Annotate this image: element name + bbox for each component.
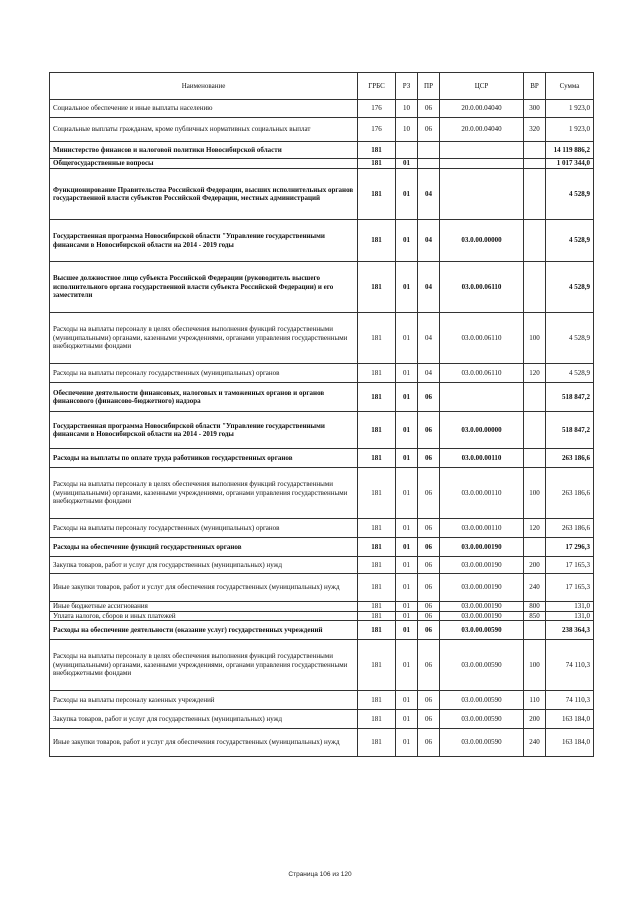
cell-csr bbox=[440, 142, 524, 159]
cell-vr: 300 bbox=[524, 100, 546, 118]
cell-name: Расходы на выплаты персоналу в целях обеспечения выполнения функций государственными (муниципальными) органами, казенными учреждениями, органами управления государственными внебюджетными фондами bbox=[50, 313, 358, 364]
cell-sum: 17 165,3 bbox=[546, 557, 594, 574]
header-csr: ЦСР bbox=[440, 73, 524, 100]
cell-csr: 03.0.00.00190 bbox=[440, 602, 524, 612]
cell-name: Расходы на обеспечение функций государственных органов bbox=[50, 538, 358, 557]
cell-sum: 263 186,6 bbox=[546, 468, 594, 519]
cell-vr: 800 bbox=[524, 602, 546, 612]
cell-pr: 06 bbox=[418, 691, 440, 710]
cell-sum: 17 165,3 bbox=[546, 574, 594, 602]
cell-rz: 01 bbox=[396, 538, 418, 557]
cell-grbs: 181 bbox=[358, 621, 396, 640]
cell-pr: 04 bbox=[418, 313, 440, 364]
cell-pr: 06 bbox=[418, 118, 440, 142]
cell-pr: 04 bbox=[418, 364, 440, 383]
cell-pr: 06 bbox=[418, 611, 440, 621]
cell-sum: 4 528,9 bbox=[546, 169, 594, 220]
cell-pr: 06 bbox=[418, 729, 440, 757]
cell-pr: 06 bbox=[418, 557, 440, 574]
cell-grbs: 181 bbox=[358, 412, 396, 449]
cell-rz: 01 bbox=[396, 611, 418, 621]
cell-pr: 04 bbox=[418, 169, 440, 220]
cell-name: Обеспечение деятельности финансовых, налоговых и таможенных органов и органов финансового (финансово-бюджетного) надзора bbox=[50, 383, 358, 412]
cell-rz: 01 bbox=[396, 557, 418, 574]
cell-sum: 1 923,0 bbox=[546, 118, 594, 142]
cell-vr: 320 bbox=[524, 118, 546, 142]
cell-csr bbox=[440, 159, 524, 169]
cell-name: Иные закупки товаров, работ и услуг для обеспечения государственных (муниципальных) нужд bbox=[50, 574, 358, 602]
cell-sum: 17 296,3 bbox=[546, 538, 594, 557]
cell-name: Закупка товаров, работ и услуг для государственных (муниципальных) нужд bbox=[50, 557, 358, 574]
cell-vr: 240 bbox=[524, 574, 546, 602]
budget-table-container bbox=[49, 72, 593, 757]
cell-vr bbox=[524, 142, 546, 159]
header-name: Наименование bbox=[50, 73, 358, 100]
cell-name: Расходы на выплаты персоналу государственных (муниципальных) органов bbox=[50, 364, 358, 383]
table-row bbox=[50, 621, 594, 640]
cell-name: Иные бюджетные ассигнования bbox=[50, 602, 358, 612]
cell-rz: 01 bbox=[396, 640, 418, 691]
cell-name: Общегосударственные вопросы bbox=[50, 159, 358, 169]
cell-grbs: 181 bbox=[358, 468, 396, 519]
cell-name: Министерство финансов и налоговой политики Новосибирской области bbox=[50, 142, 358, 159]
cell-csr bbox=[440, 383, 524, 412]
cell-sum: 4 528,9 bbox=[546, 262, 594, 313]
cell-vr bbox=[524, 220, 546, 262]
cell-vr: 100 bbox=[524, 468, 546, 519]
table-header-row bbox=[50, 73, 594, 100]
cell-csr: 03.0.00.00190 bbox=[440, 574, 524, 602]
cell-vr: 120 bbox=[524, 364, 546, 383]
table-row bbox=[50, 640, 594, 691]
cell-rz: 01 bbox=[396, 262, 418, 313]
cell-csr: 03.0.00.06110 bbox=[440, 313, 524, 364]
header-rz: РЗ bbox=[396, 73, 418, 100]
cell-csr: 03.0.00.00000 bbox=[440, 220, 524, 262]
page-footer: Страница 106 из 120 bbox=[288, 871, 352, 878]
cell-pr: 06 bbox=[418, 383, 440, 412]
cell-vr bbox=[524, 159, 546, 169]
cell-grbs: 181 bbox=[358, 383, 396, 412]
cell-pr: 06 bbox=[418, 621, 440, 640]
cell-vr bbox=[524, 449, 546, 468]
cell-csr: 03.0.00.00190 bbox=[440, 557, 524, 574]
cell-name: Расходы на выплаты персоналу государственных (муниципальных) органов bbox=[50, 519, 358, 538]
cell-name: Социальные выплаты гражданам, кроме публичных нормативных социальных выплат bbox=[50, 118, 358, 142]
cell-grbs: 181 bbox=[358, 710, 396, 729]
cell-vr: 200 bbox=[524, 557, 546, 574]
table-row bbox=[50, 262, 594, 313]
cell-csr: 03.0.00.00590 bbox=[440, 640, 524, 691]
cell-sum: 4 528,9 bbox=[546, 313, 594, 364]
cell-csr: 03.0.00.06110 bbox=[440, 364, 524, 383]
cell-sum: 74 110,3 bbox=[546, 640, 594, 691]
table-row bbox=[50, 159, 594, 169]
cell-pr bbox=[418, 159, 440, 169]
cell-grbs: 181 bbox=[358, 574, 396, 602]
cell-pr: 06 bbox=[418, 468, 440, 519]
cell-rz: 01 bbox=[396, 710, 418, 729]
cell-sum: 238 364,3 bbox=[546, 621, 594, 640]
cell-sum: 4 528,9 bbox=[546, 364, 594, 383]
cell-name: Функционирование Правительства Российской Федерации, высших исполнительных органов государственной власти субъектов Российской Федерации, местных администраций bbox=[50, 169, 358, 220]
cell-grbs: 181 bbox=[358, 313, 396, 364]
header-sum: Сумма bbox=[546, 73, 594, 100]
cell-rz: 10 bbox=[396, 100, 418, 118]
cell-csr: 03.0.00.00190 bbox=[440, 611, 524, 621]
cell-csr: 03.0.00.00000 bbox=[440, 412, 524, 449]
cell-name: Расходы на выплаты персоналу казенных учреждений bbox=[50, 691, 358, 710]
cell-rz bbox=[396, 142, 418, 159]
table-row bbox=[50, 574, 594, 602]
cell-grbs: 181 bbox=[358, 640, 396, 691]
cell-pr: 06 bbox=[418, 602, 440, 612]
cell-sum: 131,0 bbox=[546, 611, 594, 621]
header-vr: ВР bbox=[524, 73, 546, 100]
cell-rz: 01 bbox=[396, 574, 418, 602]
table-row bbox=[50, 412, 594, 449]
cell-grbs: 181 bbox=[358, 220, 396, 262]
cell-vr: 850 bbox=[524, 611, 546, 621]
header-grbs: ГРБС bbox=[358, 73, 396, 100]
cell-sum: 131,0 bbox=[546, 602, 594, 612]
cell-name: Расходы на обеспечение деятельности (оказание услуг) государственных учреждений bbox=[50, 621, 358, 640]
cell-rz: 01 bbox=[396, 621, 418, 640]
table-row bbox=[50, 468, 594, 519]
table-body bbox=[50, 100, 594, 757]
cell-rz: 01 bbox=[396, 169, 418, 220]
table-row bbox=[50, 611, 594, 621]
cell-csr: 03.0.00.00190 bbox=[440, 538, 524, 557]
cell-pr: 06 bbox=[418, 100, 440, 118]
cell-grbs: 176 bbox=[358, 118, 396, 142]
cell-grbs: 181 bbox=[358, 262, 396, 313]
cell-rz: 01 bbox=[396, 468, 418, 519]
cell-csr: 20.0.00.04040 bbox=[440, 100, 524, 118]
table-row bbox=[50, 449, 594, 468]
cell-sum: 4 528,9 bbox=[546, 220, 594, 262]
cell-grbs: 181 bbox=[358, 519, 396, 538]
cell-rz: 01 bbox=[396, 412, 418, 449]
cell-grbs: 176 bbox=[358, 100, 396, 118]
cell-name: Расходы на выплаты персоналу в целях обеспечения выполнения функций государственными (муниципальными) органами, казенными учреждениями, органами управления государственными внебюджетными фондами bbox=[50, 468, 358, 519]
cell-grbs: 181 bbox=[358, 611, 396, 621]
cell-sum: 518 847,2 bbox=[546, 412, 594, 449]
cell-sum: 263 186,6 bbox=[546, 519, 594, 538]
table-row bbox=[50, 729, 594, 757]
table-row bbox=[50, 220, 594, 262]
table-row bbox=[50, 602, 594, 612]
cell-vr bbox=[524, 383, 546, 412]
cell-csr bbox=[440, 169, 524, 220]
cell-pr: 06 bbox=[418, 412, 440, 449]
cell-vr bbox=[524, 621, 546, 640]
cell-name: Иные закупки товаров, работ и услуг для обеспечения государственных (муниципальных) нужд bbox=[50, 729, 358, 757]
cell-pr: 04 bbox=[418, 220, 440, 262]
cell-pr: 06 bbox=[418, 538, 440, 557]
cell-sum: 1 017 344,0 bbox=[546, 159, 594, 169]
cell-grbs: 181 bbox=[358, 691, 396, 710]
cell-name: Государственная программа Новосибирской области "Управление государственными финансами в Новосибирской области на 2014 - 2019 годы bbox=[50, 412, 358, 449]
table-row bbox=[50, 313, 594, 364]
cell-sum: 163 184,0 bbox=[546, 710, 594, 729]
cell-rz: 01 bbox=[396, 729, 418, 757]
table-row bbox=[50, 100, 594, 118]
cell-pr: 06 bbox=[418, 574, 440, 602]
table-row bbox=[50, 519, 594, 538]
cell-grbs: 181 bbox=[358, 364, 396, 383]
cell-rz: 01 bbox=[396, 313, 418, 364]
cell-rz: 01 bbox=[396, 159, 418, 169]
cell-pr: 06 bbox=[418, 640, 440, 691]
cell-grbs: 181 bbox=[358, 729, 396, 757]
cell-grbs: 181 bbox=[358, 142, 396, 159]
cell-sum: 74 110,3 bbox=[546, 691, 594, 710]
cell-csr: 03.0.00.00110 bbox=[440, 449, 524, 468]
table-row bbox=[50, 169, 594, 220]
cell-sum: 518 847,2 bbox=[546, 383, 594, 412]
cell-rz: 01 bbox=[396, 220, 418, 262]
cell-rz: 01 bbox=[396, 602, 418, 612]
cell-rz: 01 bbox=[396, 364, 418, 383]
cell-rz: 01 bbox=[396, 383, 418, 412]
cell-vr: 240 bbox=[524, 729, 546, 757]
cell-vr bbox=[524, 412, 546, 449]
table-row bbox=[50, 710, 594, 729]
budget-table bbox=[49, 72, 594, 757]
cell-name: Высшее должностное лицо субъекта Российской Федерации (руководитель высшего исполнительного органа государственной власти субъекта Российской Федерации) и его заместители bbox=[50, 262, 358, 313]
cell-name: Государственная программа Новосибирской области "Управление государственными финансами в Новосибирской области на 2014 - 2019 годы bbox=[50, 220, 358, 262]
cell-vr: 100 bbox=[524, 640, 546, 691]
cell-rz: 01 bbox=[396, 449, 418, 468]
table-row bbox=[50, 557, 594, 574]
cell-pr: 06 bbox=[418, 519, 440, 538]
table-row bbox=[50, 538, 594, 557]
cell-pr bbox=[418, 142, 440, 159]
cell-csr: 03.0.00.00590 bbox=[440, 691, 524, 710]
cell-sum: 263 186,6 bbox=[546, 449, 594, 468]
cell-csr: 03.0.00.00590 bbox=[440, 621, 524, 640]
cell-vr bbox=[524, 169, 546, 220]
cell-rz: 10 bbox=[396, 118, 418, 142]
cell-grbs: 181 bbox=[358, 602, 396, 612]
cell-csr: 03.0.00.00110 bbox=[440, 468, 524, 519]
table-row bbox=[50, 383, 594, 412]
cell-vr: 100 bbox=[524, 313, 546, 364]
cell-name: Уплата налогов, сборов и иных платежей bbox=[50, 611, 358, 621]
cell-sum: 163 184,0 bbox=[546, 729, 594, 757]
cell-grbs: 181 bbox=[358, 538, 396, 557]
cell-grbs: 181 bbox=[358, 159, 396, 169]
cell-name: Расходы на выплаты по оплате труда работников государственных органов bbox=[50, 449, 358, 468]
cell-vr bbox=[524, 538, 546, 557]
table-row bbox=[50, 691, 594, 710]
cell-name: Расходы на выплаты персоналу в целях обеспечения выполнения функций государственными (муниципальными) органами, казенными учреждениями, органами управления государственными внебюджетными фондами bbox=[50, 640, 358, 691]
header-pr: ПР bbox=[418, 73, 440, 100]
table-row bbox=[50, 118, 594, 142]
table-row bbox=[50, 142, 594, 159]
cell-pr: 06 bbox=[418, 710, 440, 729]
cell-csr: 20.0.00.04040 bbox=[440, 118, 524, 142]
cell-vr: 110 bbox=[524, 691, 546, 710]
cell-grbs: 181 bbox=[358, 169, 396, 220]
cell-pr: 04 bbox=[418, 262, 440, 313]
cell-grbs: 181 bbox=[358, 557, 396, 574]
cell-csr: 03.0.00.00590 bbox=[440, 729, 524, 757]
cell-rz: 01 bbox=[396, 691, 418, 710]
table-row bbox=[50, 364, 594, 383]
cell-name: Социальное обеспечение и иные выплаты населению bbox=[50, 100, 358, 118]
cell-csr: 03.0.00.00110 bbox=[440, 519, 524, 538]
cell-vr bbox=[524, 262, 546, 313]
cell-rz: 01 bbox=[396, 519, 418, 538]
cell-vr: 200 bbox=[524, 710, 546, 729]
cell-grbs: 181 bbox=[358, 449, 396, 468]
cell-csr: 03.0.00.00590 bbox=[440, 710, 524, 729]
cell-pr: 06 bbox=[418, 449, 440, 468]
cell-name: Закупка товаров, работ и услуг для государственных (муниципальных) нужд bbox=[50, 710, 358, 729]
cell-sum: 14 119 886,2 bbox=[546, 142, 594, 159]
cell-sum: 1 923,0 bbox=[546, 100, 594, 118]
cell-csr: 03.0.00.06110 bbox=[440, 262, 524, 313]
cell-vr: 120 bbox=[524, 519, 546, 538]
